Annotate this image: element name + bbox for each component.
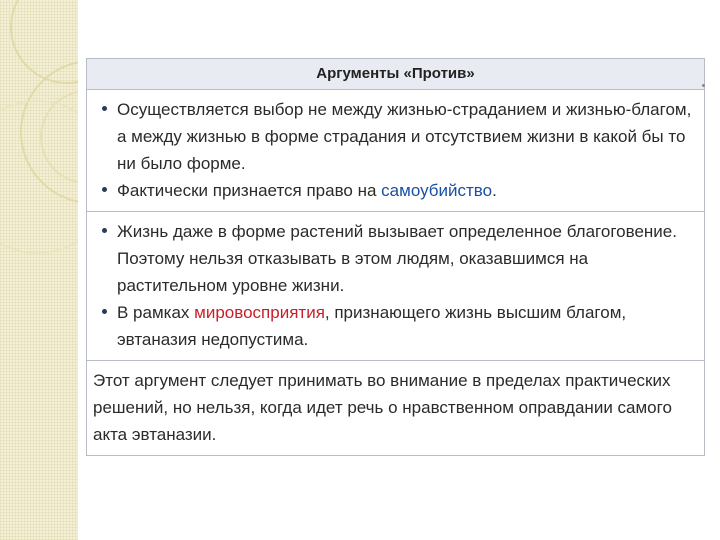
table-row (87, 212, 704, 361)
list-item-text-suffix: , признающего жизнь высшим благом, эвтаназия недопустима. (117, 303, 627, 349)
summary-text: Этот аргумент следует принимать во внимание в пределах практических решений, но нельзя, когда идет речь о нравственном оправдании самого акта эвтаназии. (93, 371, 672, 444)
list-item (93, 218, 698, 299)
arguments-table (86, 58, 705, 456)
table-row (87, 361, 704, 455)
list-item-text: Жизнь даже в форме растений вызывает определенное благоговение. Поэтому нельзя отказывать в этом людям, оказавшимся на растительном уровне жизни. (117, 222, 677, 295)
list-item-text-prefix: Фактически признается право на (117, 181, 382, 200)
table-row (87, 90, 704, 212)
list-item (93, 299, 698, 353)
list-item (93, 177, 698, 204)
decorative-side-band (0, 0, 78, 540)
bullet-list (93, 96, 698, 204)
bullet-icon (102, 228, 107, 233)
list-item (93, 96, 698, 177)
suicide-link[interactable]: самоубийство (381, 181, 493, 200)
bullet-icon (102, 309, 107, 314)
list-item-text: Осуществляется выбор не между жизнью-страданием и жизнью-благом, а между жизнью в форме страдания и отсутствием жизни в какой бы то ни было форме. (117, 100, 692, 173)
list-item-text-prefix: В рамках (117, 303, 195, 322)
worldview-link[interactable]: мировосприятия (194, 303, 325, 322)
bullet-icon (102, 106, 107, 111)
list-item-text-suffix: . (492, 181, 497, 200)
table-header-title: Аргументы «Против» (316, 65, 475, 82)
bullet-list (93, 218, 698, 353)
bullet-icon (102, 187, 107, 192)
decorative-ring (0, 100, 78, 254)
table-header (87, 59, 704, 90)
decorative-dot (702, 84, 705, 87)
